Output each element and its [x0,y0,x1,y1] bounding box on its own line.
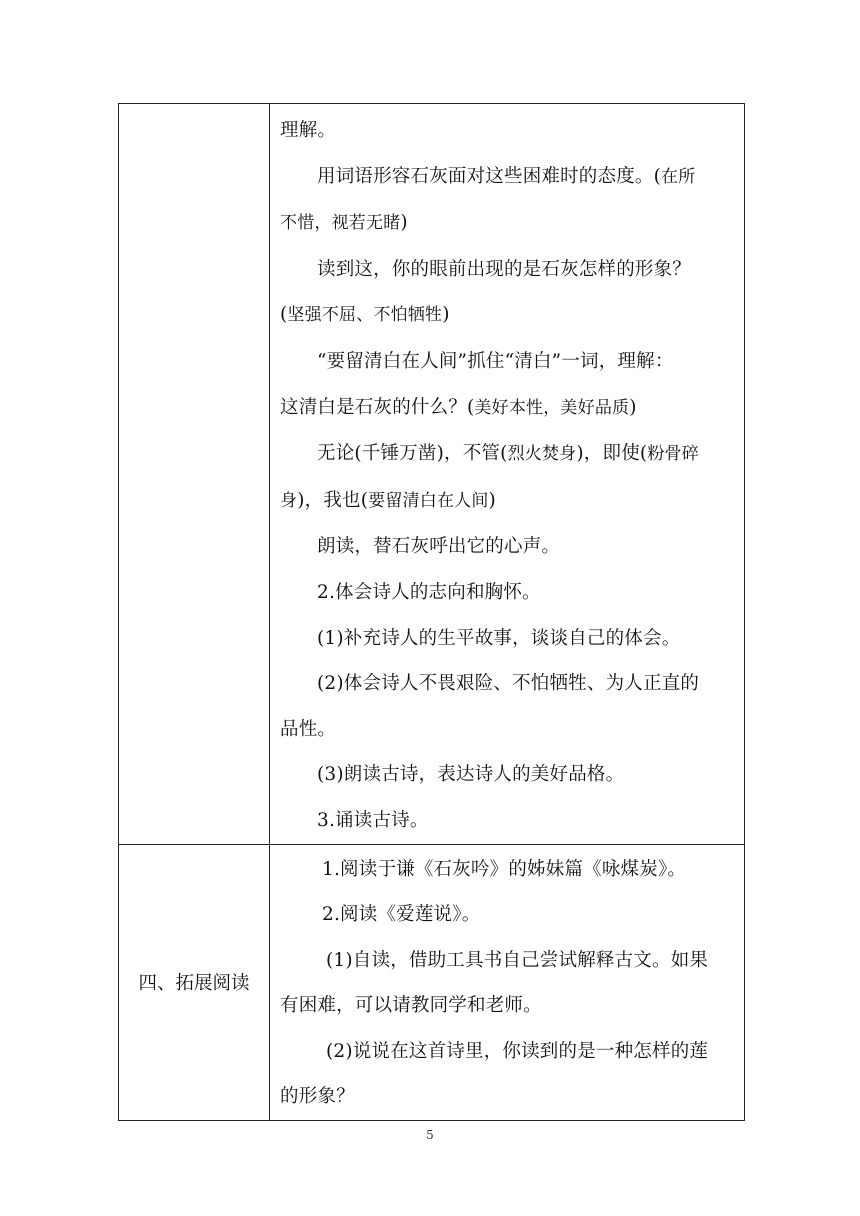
line-text: 理解。 [280,120,337,141]
content-line [280,292,738,339]
line-text: 2.体会诗人的志向和胸怀。 [317,581,541,603]
content-line [280,524,738,570]
line-text: 无论(千锤万凿)，不管( [317,443,508,465]
content-line [280,385,738,432]
content-line [280,616,738,662]
content-line [280,1074,738,1120]
content-line [280,752,738,798]
content-line [280,247,738,293]
line-text: ) [400,212,408,234]
answer-text: 烈火焚身 [507,444,577,465]
lesson-plan-table [118,103,745,1121]
line-text: 读到这，你的眼前出现的是石灰怎样的形象？ [317,258,692,280]
stage-label-cell [119,844,270,1121]
stage-label-cell [119,104,270,845]
line-text: 有困难，可以请教同学和老师。 [280,995,542,1017]
answer-text: 粉骨碎 [647,444,699,465]
content-line [280,798,738,844]
content-line [280,339,738,385]
content-line [280,570,738,616]
line-text: )，我也( [297,489,369,511]
line-text: 2.阅读《爱莲说》。 [322,904,481,926]
line-text: (2)体会诗人不畏艰险、不怕牺牲、为人正直的 [317,673,700,695]
line-text: ) [629,396,637,418]
line-text: 朗读，替石灰呼出它的心声。 [317,536,561,558]
line-text: 的形象？ [280,1086,355,1108]
answer-text: 要留清白在人间 [368,490,489,511]
line-text: “要留清白在人间”抓住“清白”一词，理解： [317,350,674,372]
answer-text: 身 [280,490,298,511]
line-text: ( [280,304,288,326]
line-text: (2)说说在这首诗里，你读到的是一种怎样的莲 [326,1040,709,1062]
content-line [280,661,738,707]
content-line [280,154,738,201]
answer-text: 坚强不屈、不怕牺牲 [287,305,443,326]
content-line [280,847,738,893]
line-text: (1)补充诗人的生平故事，谈谈自己的体会。 [317,627,681,649]
content-line [280,431,738,478]
line-text: 用词语形容石灰面对这些困难时的态度。( [317,165,662,187]
stage-content-cell [270,844,745,1121]
content-line [280,1029,738,1075]
content-line [280,108,738,154]
stage-content-cell [270,104,745,845]
line-text: 1.阅读于谦《石灰吟》的姊妹篇《咏煤炭》。 [322,858,687,880]
line-text: (1)自读，借助工具书自己尝试解释古文。如果 [326,949,709,971]
line-text: 3.诵读古诗。 [317,809,429,831]
table-row [119,844,745,1121]
page-number: 5 [426,1128,434,1142]
content-line [280,892,738,938]
answer-text: 不惜，视若无睹 [280,213,401,234]
line-text: )，即使( [576,443,648,465]
content-line [280,938,738,984]
line-text: (3)朗读古诗，表达诗人的美好品格。 [317,764,625,786]
content-line [280,983,738,1029]
answer-text: 在所 [661,166,696,187]
answer-text: 美好本性，美好品质 [474,397,630,418]
line-text: 品性。 [280,718,337,740]
content-line [280,707,738,753]
line-text: ) [488,489,496,511]
table-row [119,104,745,845]
content-line [280,200,738,247]
stage-content [270,104,744,844]
stage-content [270,845,744,1121]
stage-label: 四、拓展阅读 [138,973,250,995]
content-line [280,478,738,525]
line-text: ) [442,304,450,326]
line-text: 这清白是石灰的什么？( [280,396,475,418]
